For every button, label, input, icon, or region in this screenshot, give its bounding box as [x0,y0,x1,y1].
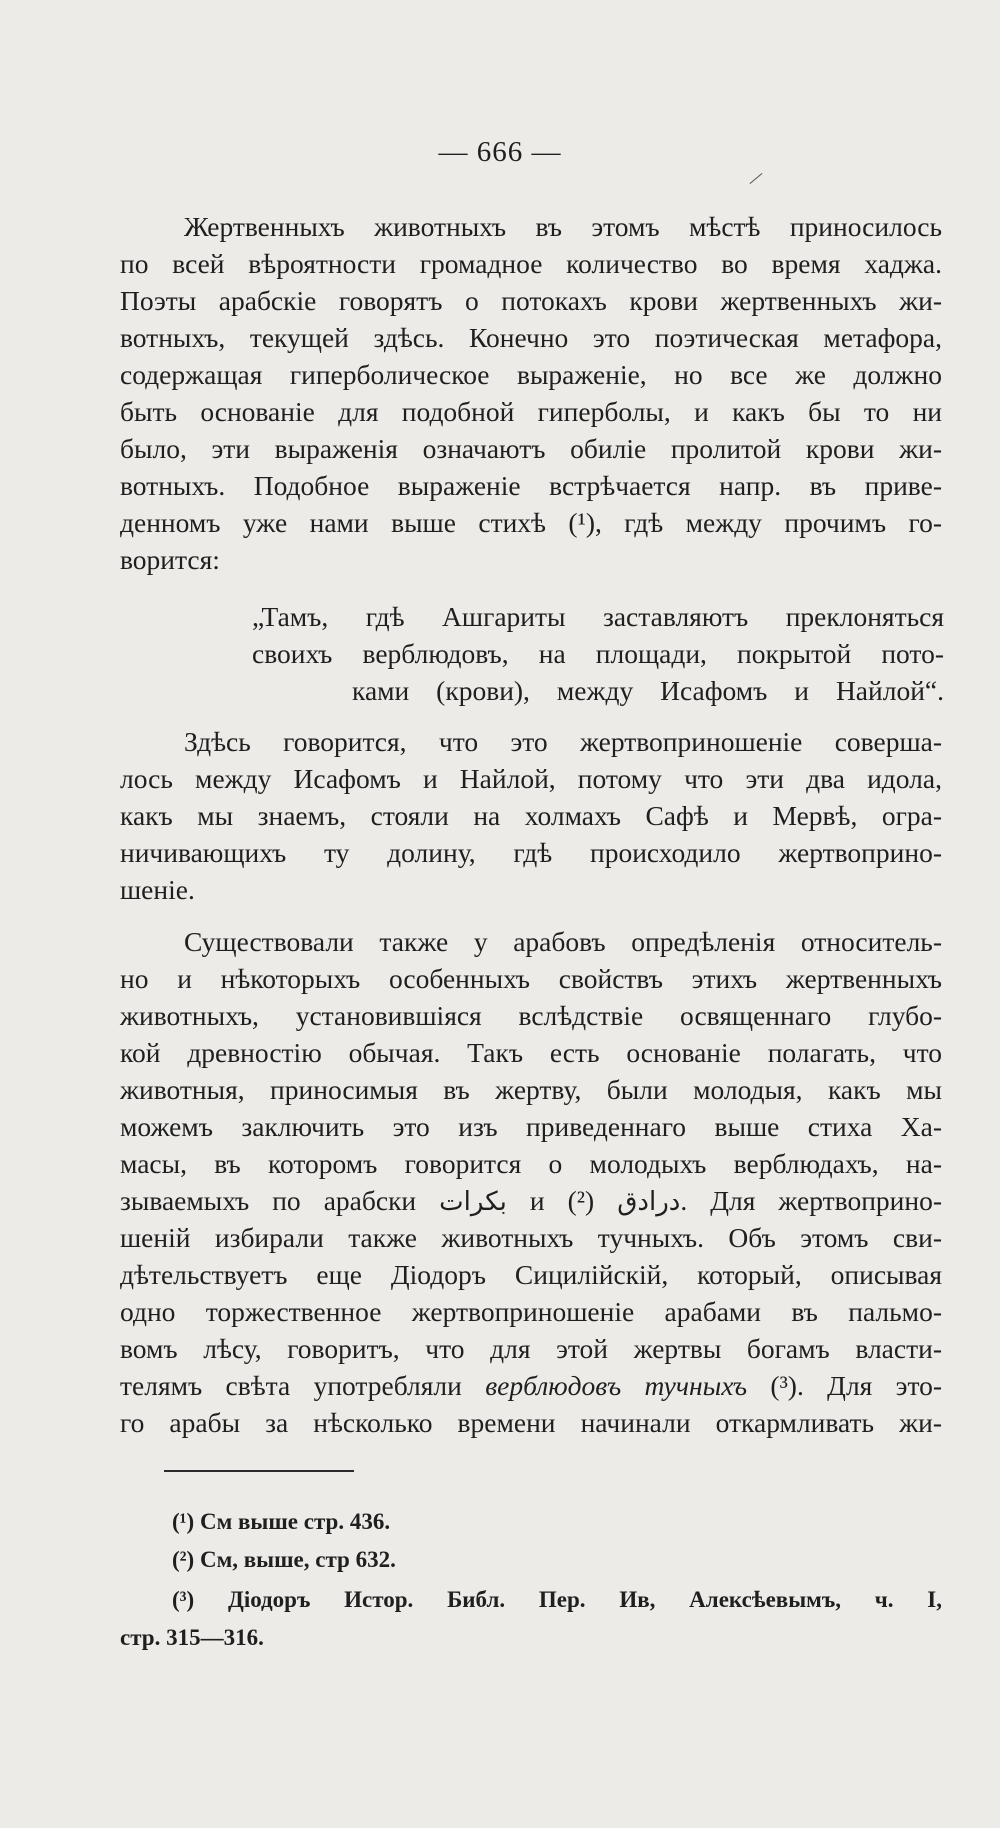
paragraph-2-line-1: Здѣсь говорится, что это жертвоприношеніе соверша- [184,726,942,757]
line-8-conjunction: и [529,1185,545,1216]
footnote-separator [164,1470,354,1472]
paragraph-1-line-8: вотныхъ. Подобное выраженіе встрѣчается напр. въ приве- [120,470,942,501]
arabic-word-bakarat: بكرات [439,1187,507,1217]
paragraph-3-line-3: животныхъ, установившіяся вслѣдствіе освященнаго глубо- [120,1000,942,1031]
pencil-mark [750,173,763,184]
page-number: — 666 — [438,136,562,168]
paragraph-1-line-10: ворится: [120,544,220,575]
paragraph-1-line-1: Жертвенныхъ животныхъ въ этомъ мѣстѣ приносилось [184,211,942,242]
paragraph-2-line-2: лось между Исафомъ и Найлой, потому что эти два идола, [120,763,942,794]
paragraph-3-line-11: одно торжественное жертвоприношеніе арабами въ пальмо- [120,1296,942,1327]
verse-line-2: своихъ верблюдовъ, на площади, покрытой пото- [252,638,944,669]
verse-line-3: ками (крови), между Исафомъ и Найлой“. [352,675,944,706]
line-13-text-after: (³). Для это- [770,1370,943,1401]
paragraph-2-line-4: ничивающихъ ту долину, гдѣ происходило жертвоприно- [120,837,942,868]
paragraph-1-line-4: вотныхъ, текущей здѣсь. Конечно это поэтическая метафора, [120,322,942,353]
paragraph-1-line-2: по всей вѣроятности громадное количество во время хаджа. [120,248,942,279]
line-8-text-before: зываемыхъ по арабски [120,1185,417,1216]
paragraph-1-line-3: Поэты арабскіе говорятъ о потокахъ крови жертвенныхъ жи- [120,285,942,316]
paragraph-3-line-4: кой древностію обычая. Такъ есть основаніе полагать, что [120,1037,942,1068]
line-8-text-after: (²). Для жертвоприно- [567,1185,942,1216]
paragraph-3-line-7: масы, въ которомъ говорится о молодыхъ верблюдахъ, на- [120,1148,942,1179]
verse-line-1: „Тамъ, гдѣ Ашгариты заставляютъ преклоняться [252,601,944,632]
paragraph-3-line-12: вомъ лѣсу, говоритъ, что для этой жертвы богамъ власти- [120,1333,942,1364]
paragraph-3-line-5: животныя, приносимыя въ жертву, были молодыя, какъ мы [120,1074,942,1105]
footnote-3-line-1: (³) Діодоръ Истор. Библ. Пер. Ив, Алексѣевымъ, ч. I, [172,1587,942,1612]
paragraph-1-line-6: быть основаніе для подобной гиперболы, и какъ бы то ни [120,396,942,427]
arabic-word-daradiq: درادق [617,1187,681,1217]
paragraph-3-line-14: го арабы за нѣсколько времени начинали откармливать жи- [120,1407,942,1438]
line-13-text-before: телямъ свѣта употребляли [120,1370,462,1401]
paragraph-3-line-1: Существовали также у арабовъ опредѣленія относитель- [184,926,942,957]
paragraph-1-line-5: содержащая гиперболическое выраженіе, но все же должно [120,359,942,390]
paragraph-3-line-2: но и нѣкоторыхъ особенныхъ свойствъ этихъ жертвенныхъ [120,963,942,994]
paragraph-3-line-13 [120,1369,942,1403]
paragraph-2-line-5: шеніе. [120,874,195,905]
footnote-2: (²) См, выше, стр 632. [172,1547,396,1572]
paragraph-1-line-9: денномъ уже нами выше стихѣ (¹), гдѣ между прочимъ го- [120,507,942,538]
italic-phrase: верблюдовъ тучныхъ [485,1370,748,1401]
paragraph-3-line-6: можемъ заключить это изъ приведеннаго выше стиха Ха- [120,1111,942,1142]
paragraph-3-line-9: шеній избирали также животныхъ тучныхъ. Объ этомъ сви- [120,1222,942,1253]
footnote-1: (¹) См выше стр. 436. [172,1509,391,1534]
paragraph-2-line-3: какъ мы знаемъ, стояли на холмахъ Сафѣ и Мервѣ, огра- [120,800,942,831]
paragraph-3-line-10: дѣтельствуетъ еще Діодоръ Сицилійскій, который, описывая [120,1259,942,1290]
paragraph-3-line-8 [120,1184,942,1219]
paragraph-1-line-7: было, эти выраженія означаютъ обиліе пролитой крови жи- [120,433,942,464]
footnote-3-line-2: стр. 315—316. [120,1625,264,1650]
